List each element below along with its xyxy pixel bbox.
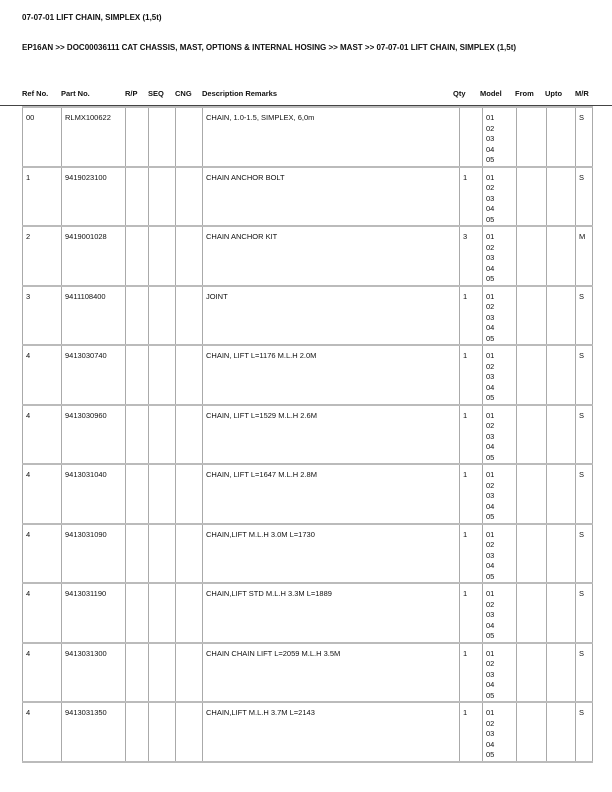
model-code: 04 <box>486 323 495 332</box>
rp-cell <box>126 405 149 465</box>
cng-cell <box>176 226 203 286</box>
model-code: 02 <box>486 421 495 430</box>
table-row <box>23 405 593 465</box>
model-code: 05 <box>486 452 495 462</box>
mr-cell: S <box>576 405 593 465</box>
model-cell <box>483 405 517 465</box>
seq-cell <box>149 643 176 703</box>
description-cell: CHAIN,LIFT STD M.L.H 3.3M L=1889 <box>203 583 460 643</box>
model-code: 04 <box>486 382 495 392</box>
from-cell <box>517 107 547 167</box>
model-cell <box>483 464 517 524</box>
model-code: 04 <box>486 442 495 451</box>
model-code: 04 <box>486 501 495 511</box>
model-code: 02 <box>486 183 495 192</box>
model-code: 03 <box>486 253 495 262</box>
ref-cell: 00 <box>23 107 62 167</box>
page-title: 07-07-01 LIFT CHAIN, SIMPLEX (1,5t) <box>22 13 162 22</box>
ref-cell: 3 <box>23 286 62 346</box>
model-code: 04 <box>486 680 495 689</box>
mr-cell: S <box>576 167 593 227</box>
model-code: 01 <box>486 351 495 360</box>
from-cell <box>517 226 547 286</box>
seq-cell <box>149 524 176 584</box>
part-no-cell: 9413031040 <box>62 464 126 524</box>
model-code: 05 <box>486 631 495 640</box>
model-code: 02 <box>486 123 495 133</box>
upto-cell <box>547 345 576 405</box>
part-no-cell: 9419001028 <box>62 226 126 286</box>
model-code: 01 <box>486 708 495 717</box>
model-code: 04 <box>486 263 495 273</box>
model-code: 05 <box>486 571 495 581</box>
model-code: 03 <box>486 729 495 738</box>
model-code: 05 <box>486 214 495 224</box>
model-cell <box>483 583 517 643</box>
part-no-cell: 9413031350 <box>62 702 126 762</box>
upto-cell <box>547 583 576 643</box>
table-row <box>23 226 593 286</box>
table-row <box>23 583 593 643</box>
model-code: 01 <box>486 648 495 658</box>
description-cell: CHAIN, LIFT L=1529 M.L.H 2.6M <box>203 405 460 465</box>
model-cell <box>483 226 517 286</box>
mr-cell: S <box>576 464 593 524</box>
model-code: 05 <box>486 155 495 164</box>
upto-cell <box>547 286 576 346</box>
upto-cell <box>547 167 576 227</box>
table-header <box>0 88 612 106</box>
ref-cell: 4 <box>23 583 62 643</box>
col-qty: Qty <box>453 89 466 98</box>
model-code: 01 <box>486 410 495 420</box>
model-code: 05 <box>486 690 495 700</box>
qty-cell: 1 <box>460 702 483 762</box>
rp-cell <box>126 226 149 286</box>
seq-cell <box>149 107 176 167</box>
qty-cell: 1 <box>460 643 483 703</box>
table-row <box>23 643 593 703</box>
model-cell <box>483 167 517 227</box>
col-model: Model <box>480 89 502 98</box>
upto-cell <box>547 107 576 167</box>
qty-cell: 1 <box>460 524 483 584</box>
model-code: 02 <box>486 659 495 668</box>
col-cng: CNG <box>175 89 192 98</box>
part-no-cell: 9413030960 <box>62 405 126 465</box>
from-cell <box>517 524 547 584</box>
breadcrumb: EP16AN >> DOC00036111 CAT CHASSIS, MAST, OPTIONS & INTERNAL HOSING >> MAST >> 07-07-01 LIFT CHAIN, SIMPLEX (1,5t) <box>22 43 517 52</box>
seq-cell <box>149 167 176 227</box>
rp-cell <box>126 286 149 346</box>
ref-cell: 4 <box>23 345 62 405</box>
seq-cell <box>149 702 176 762</box>
seq-cell <box>149 583 176 643</box>
qty-cell: 1 <box>460 464 483 524</box>
col-desc: Description Remarks <box>202 89 278 98</box>
model-code: 05 <box>486 393 495 402</box>
upto-cell <box>547 464 576 524</box>
col-from: From <box>515 89 534 98</box>
part-no-cell: RLMX100622 <box>62 107 126 167</box>
description-cell: CHAIN, LIFT L=1647 M.L.H 2.8M <box>203 464 460 524</box>
rp-cell <box>126 464 149 524</box>
model-code: 02 <box>486 302 495 311</box>
upto-cell <box>547 524 576 584</box>
model-code: 03 <box>486 134 495 143</box>
model-code: 04 <box>486 561 495 570</box>
mr-cell: S <box>576 286 593 346</box>
table-row <box>23 702 593 762</box>
from-cell <box>517 643 547 703</box>
model-code: 03 <box>486 669 495 679</box>
model-code: 02 <box>486 361 495 371</box>
part-no-cell: 9413031090 <box>62 524 126 584</box>
mr-cell: S <box>576 524 593 584</box>
description-cell: CHAIN,LIFT M.L.H 3.0M L=1730 <box>203 524 460 584</box>
ref-cell: 1 <box>23 167 62 227</box>
seq-cell <box>149 286 176 346</box>
qty-cell: 1 <box>460 167 483 227</box>
model-code: 03 <box>486 312 495 322</box>
table-row <box>23 464 593 524</box>
model-cell <box>483 107 517 167</box>
qty-cell: 1 <box>460 405 483 465</box>
description-cell: CHAIN CHAIN LIFT L=2059 M.L.H 3.5M <box>203 643 460 703</box>
ref-cell: 4 <box>23 524 62 584</box>
cng-cell <box>176 702 203 762</box>
col-upto: Upto <box>545 89 563 98</box>
cng-cell <box>176 643 203 703</box>
from-cell <box>517 583 547 643</box>
mr-cell: S <box>576 702 593 762</box>
model-code: 03 <box>486 193 495 203</box>
model-cell <box>483 345 517 405</box>
cng-cell <box>176 345 203 405</box>
description-cell: CHAIN, 1.0-1.5, SIMPLEX, 6,0m <box>203 107 460 167</box>
model-code: 03 <box>486 372 495 381</box>
cng-cell <box>176 167 203 227</box>
mr-cell: S <box>576 345 593 405</box>
seq-cell <box>149 226 176 286</box>
model-cell <box>483 286 517 346</box>
model-code: 05 <box>486 333 495 343</box>
from-cell <box>517 286 547 346</box>
model-code: 03 <box>486 610 495 619</box>
part-no-cell: 9413030740 <box>62 345 126 405</box>
col-part: Part No. <box>61 89 90 98</box>
rp-cell <box>126 524 149 584</box>
model-code: 02 <box>486 242 495 252</box>
upto-cell <box>547 405 576 465</box>
model-code: 03 <box>486 431 495 441</box>
description-cell: CHAIN,LIFT M.L.H 3.7M L=2143 <box>203 702 460 762</box>
upto-cell <box>547 226 576 286</box>
rp-cell <box>126 643 149 703</box>
model-code: 01 <box>486 113 495 122</box>
model-code: 01 <box>486 172 495 182</box>
ref-cell: 4 <box>23 643 62 703</box>
rp-cell <box>126 702 149 762</box>
cng-cell <box>176 583 203 643</box>
from-cell <box>517 464 547 524</box>
from-cell <box>517 405 547 465</box>
cng-cell <box>176 107 203 167</box>
model-code: 04 <box>486 739 495 749</box>
qty-cell: 1 <box>460 583 483 643</box>
rp-cell <box>126 345 149 405</box>
model-code: 02 <box>486 480 495 490</box>
part-no-cell: 9413031190 <box>62 583 126 643</box>
description-cell: CHAIN, LIFT L=1176 M.L.H 2.0M <box>203 345 460 405</box>
model-code: 05 <box>486 750 495 759</box>
table-row <box>23 524 593 584</box>
col-mr: M/R <box>575 89 589 98</box>
mr-cell: S <box>576 107 593 167</box>
model-code: 02 <box>486 540 495 549</box>
col-seq: SEQ <box>148 89 164 98</box>
seq-cell <box>149 345 176 405</box>
rp-cell <box>126 583 149 643</box>
qty-cell: 1 <box>460 286 483 346</box>
description-cell: CHAIN ANCHOR BOLT <box>203 167 460 227</box>
ref-cell: 4 <box>23 464 62 524</box>
model-code: 05 <box>486 512 495 521</box>
cng-cell <box>176 464 203 524</box>
qty-cell <box>460 107 483 167</box>
upto-cell <box>547 643 576 703</box>
qty-cell: 3 <box>460 226 483 286</box>
mr-cell: S <box>576 643 593 703</box>
parts-table <box>22 106 593 763</box>
model-code: 01 <box>486 232 495 241</box>
ref-cell: 4 <box>23 702 62 762</box>
qty-cell: 1 <box>460 345 483 405</box>
description-cell: JOINT <box>203 286 460 346</box>
seq-cell <box>149 464 176 524</box>
from-cell <box>517 345 547 405</box>
upto-cell <box>547 702 576 762</box>
rp-cell <box>126 107 149 167</box>
from-cell <box>517 702 547 762</box>
col-ref: Ref No. <box>22 89 49 98</box>
model-code: 05 <box>486 274 495 283</box>
model-code: 01 <box>486 291 495 301</box>
model-code: 03 <box>486 491 495 500</box>
part-no-cell: 9413031300 <box>62 643 126 703</box>
part-no-cell: 9419023100 <box>62 167 126 227</box>
cng-cell <box>176 405 203 465</box>
from-cell <box>517 167 547 227</box>
model-code: 04 <box>486 620 495 630</box>
model-code: 03 <box>486 550 495 560</box>
col-rp: R/P <box>125 89 138 98</box>
model-code: 01 <box>486 470 495 479</box>
model-code: 04 <box>486 204 495 213</box>
mr-cell: M <box>576 226 593 286</box>
model-cell <box>483 702 517 762</box>
ref-cell: 4 <box>23 405 62 465</box>
model-code: 02 <box>486 599 495 609</box>
cng-cell <box>176 524 203 584</box>
cng-cell <box>176 286 203 346</box>
table-row <box>23 345 593 405</box>
table-row <box>23 107 593 167</box>
model-cell <box>483 524 517 584</box>
table-row <box>23 286 593 346</box>
model-code: 01 <box>486 529 495 539</box>
model-cell <box>483 643 517 703</box>
part-no-cell: 9411108400 <box>62 286 126 346</box>
model-code: 01 <box>486 589 495 598</box>
ref-cell: 2 <box>23 226 62 286</box>
model-code: 04 <box>486 144 495 154</box>
description-cell: CHAIN ANCHOR KIT <box>203 226 460 286</box>
model-code: 02 <box>486 718 495 728</box>
mr-cell: S <box>576 583 593 643</box>
rp-cell <box>126 167 149 227</box>
seq-cell <box>149 405 176 465</box>
table-row <box>23 167 593 227</box>
